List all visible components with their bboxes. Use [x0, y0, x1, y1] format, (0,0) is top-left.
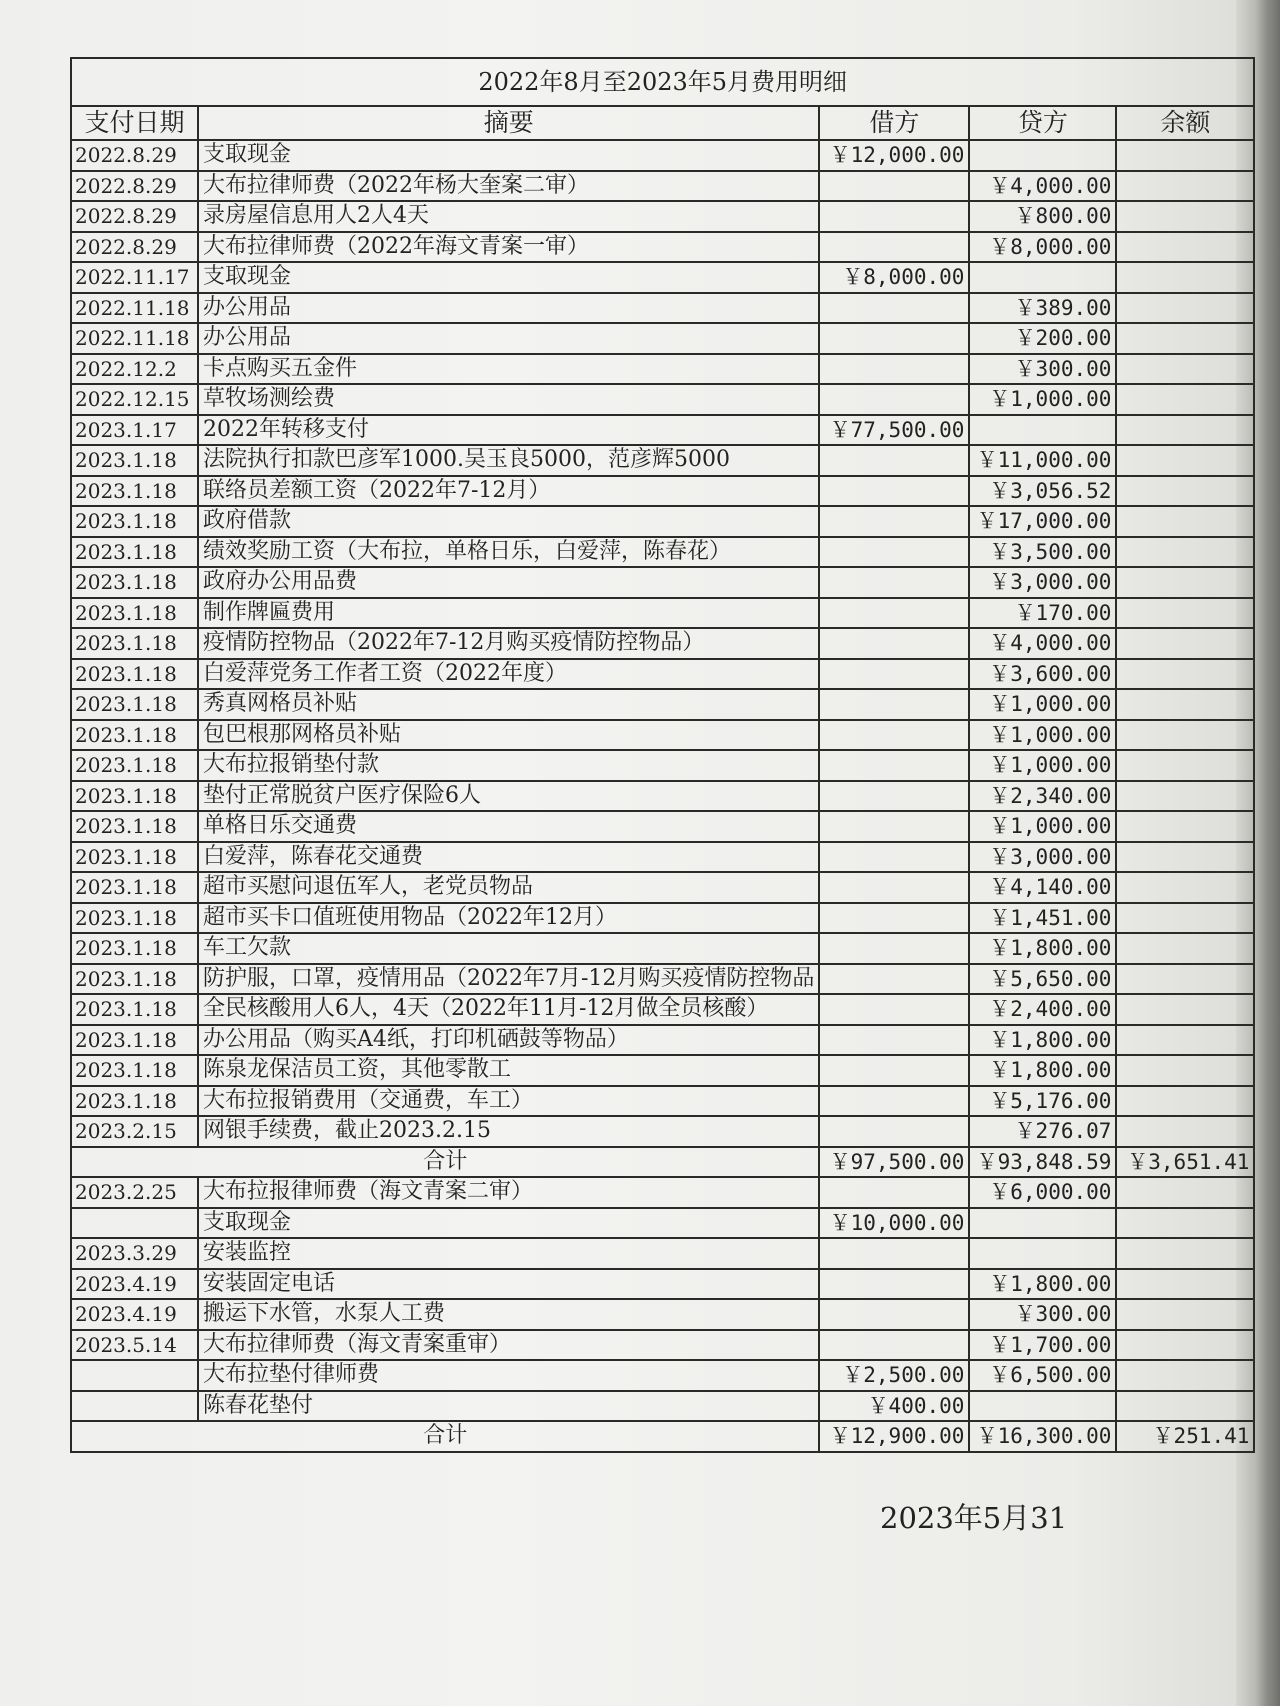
- table-header-row: [71, 106, 1254, 140]
- cell-date: 2023.1.18: [71, 659, 198, 690]
- cell-date: 2022.12.15: [71, 384, 198, 415]
- cell-debit: [819, 659, 969, 690]
- cell-date: 2023.1.18: [71, 628, 198, 659]
- table-row: [71, 232, 1254, 263]
- cell-desc: 大布拉报销垫付款: [198, 750, 819, 781]
- cell-desc: 大布拉报销费用（交通费，车工）: [198, 1086, 819, 1117]
- rows-section-2: [71, 1177, 1254, 1421]
- table-row: [71, 964, 1254, 995]
- cell-credit: ￥2,340.00: [969, 781, 1116, 812]
- table-row: [71, 293, 1254, 324]
- cell-desc: 超市买慰问退伍军人，老党员物品: [198, 872, 819, 903]
- cell-debit: [819, 872, 969, 903]
- cell-debit: ￥77,500.00: [819, 415, 969, 446]
- cell-credit: ￥1,800.00: [969, 1025, 1116, 1056]
- cell-credit: ￥6,000.00: [969, 1177, 1116, 1208]
- cell-debit: [819, 232, 969, 263]
- cell-debit: [819, 1025, 969, 1056]
- cell-desc: 安装监控: [198, 1238, 819, 1269]
- cell-credit: [969, 140, 1116, 171]
- cell-balance: [1116, 476, 1254, 507]
- cell-date: [71, 1391, 198, 1422]
- cell-desc: 制作牌匾费用: [198, 598, 819, 629]
- cell-credit: ￥5,176.00: [969, 1086, 1116, 1117]
- cell-balance: [1116, 659, 1254, 690]
- table-row: [71, 1360, 1254, 1391]
- cell-date: 2023.1.18: [71, 720, 198, 751]
- cell-credit: [969, 1391, 1116, 1422]
- total-balance: ￥3,651.41: [1116, 1147, 1254, 1178]
- total-credit: ￥16,300.00: [969, 1421, 1116, 1452]
- table-row: [71, 872, 1254, 903]
- table-row: [71, 750, 1254, 781]
- cell-desc: 联络员差额工资（2022年7-12月）: [198, 476, 819, 507]
- cell-balance: [1116, 1238, 1254, 1269]
- total-row-2: [71, 1421, 1254, 1452]
- cell-credit: ￥3,056.52: [969, 476, 1116, 507]
- cell-date: 2023.4.19: [71, 1299, 198, 1330]
- cell-desc: 录房屋信息用人2人4天: [198, 201, 819, 232]
- cell-desc: 疫情防控物品（2022年7-12月购买疫情防控物品）: [198, 628, 819, 659]
- cell-debit: [819, 781, 969, 812]
- table-row: [71, 811, 1254, 842]
- cell-desc: 支取现金: [198, 140, 819, 171]
- cell-desc: 绩效奖励工资（大布拉，单格日乐，白爱萍，陈春花）: [198, 537, 819, 568]
- cell-date: 2023.3.29: [71, 1238, 198, 1269]
- cell-credit: ￥4,140.00: [969, 872, 1116, 903]
- table-row: [71, 140, 1254, 171]
- table-row: [71, 1177, 1254, 1208]
- cell-balance: [1116, 933, 1254, 964]
- table-row: [71, 1299, 1254, 1330]
- cell-date: 2023.1.18: [71, 506, 198, 537]
- table-row: [71, 354, 1254, 385]
- table-row: [71, 1269, 1254, 1300]
- table-row: [71, 262, 1254, 293]
- cell-desc: 包巴根那网格员补贴: [198, 720, 819, 751]
- cell-debit: [819, 354, 969, 385]
- cell-balance: [1116, 811, 1254, 842]
- cell-debit: [819, 323, 969, 354]
- cell-desc: 车工欠款: [198, 933, 819, 964]
- table-row: [71, 415, 1254, 446]
- cell-debit: [819, 1269, 969, 1300]
- cell-date: 2023.2.25: [71, 1177, 198, 1208]
- cell-balance: [1116, 1391, 1254, 1422]
- cell-balance: [1116, 781, 1254, 812]
- cell-debit: [819, 1177, 969, 1208]
- cell-date: 2023.1.18: [71, 994, 198, 1025]
- table-row: [71, 659, 1254, 690]
- cell-debit: [819, 964, 969, 995]
- table-row: [71, 537, 1254, 568]
- cell-credit: ￥1,800.00: [969, 933, 1116, 964]
- total-credit: ￥93,848.59: [969, 1147, 1116, 1178]
- table-row: [71, 1055, 1254, 1086]
- header-desc: 摘要: [198, 106, 819, 140]
- cell-date: 2022.8.29: [71, 232, 198, 263]
- cell-balance: [1116, 323, 1254, 354]
- cell-desc: 网银手续费，截止2023.2.15: [198, 1116, 819, 1147]
- table-row: [71, 598, 1254, 629]
- cell-credit: ￥170.00: [969, 598, 1116, 629]
- cell-desc: 大布拉律师费（2022年杨大奎案二审）: [198, 171, 819, 202]
- cell-date: 2023.1.18: [71, 964, 198, 995]
- cell-balance: [1116, 872, 1254, 903]
- rows-section-1: [71, 140, 1254, 1147]
- cell-balance: [1116, 232, 1254, 263]
- cell-credit: ￥3,500.00: [969, 537, 1116, 568]
- cell-balance: [1116, 537, 1254, 568]
- table-row: [71, 903, 1254, 934]
- cell-debit: [819, 903, 969, 934]
- cell-balance: [1116, 964, 1254, 995]
- cell-date: 2023.1.17: [71, 415, 198, 446]
- table-row: [71, 1208, 1254, 1239]
- cell-balance: [1116, 1299, 1254, 1330]
- cell-desc: 办公用品: [198, 323, 819, 354]
- cell-credit: ￥800.00: [969, 201, 1116, 232]
- cell-date: 2023.1.18: [71, 903, 198, 934]
- cell-balance: [1116, 1055, 1254, 1086]
- cell-credit: ￥2,400.00: [969, 994, 1116, 1025]
- cell-date: 2023.2.15: [71, 1116, 198, 1147]
- cell-debit: ￥400.00: [819, 1391, 969, 1422]
- cell-date: 2023.1.18: [71, 1025, 198, 1056]
- cell-desc: 秀真网格员补贴: [198, 689, 819, 720]
- table-row: [71, 1116, 1254, 1147]
- cell-credit: ￥1,000.00: [969, 811, 1116, 842]
- cell-desc: 单格日乐交通费: [198, 811, 819, 842]
- cell-debit: [819, 171, 969, 202]
- cell-desc: 白爱萍党务工作者工资（2022年度）: [198, 659, 819, 690]
- expense-table: [70, 57, 1255, 1453]
- cell-credit: ￥389.00: [969, 293, 1116, 324]
- table-row: [71, 1391, 1254, 1422]
- cell-desc: 办公用品: [198, 293, 819, 324]
- cell-debit: [819, 1330, 969, 1361]
- cell-credit: ￥3,000.00: [969, 842, 1116, 873]
- cell-debit: [819, 750, 969, 781]
- cell-balance: [1116, 140, 1254, 171]
- cell-balance: [1116, 720, 1254, 751]
- cell-balance: [1116, 201, 1254, 232]
- cell-balance: [1116, 171, 1254, 202]
- cell-debit: [819, 811, 969, 842]
- cell-date: [71, 1360, 198, 1391]
- cell-date: 2023.5.14: [71, 1330, 198, 1361]
- cell-balance: [1116, 1208, 1254, 1239]
- cell-balance: [1116, 445, 1254, 476]
- table-title: 2022年8月至2023年5月费用明细: [71, 58, 1254, 106]
- table-row: [71, 445, 1254, 476]
- header-debit: 借方: [819, 106, 969, 140]
- cell-balance: [1116, 1116, 1254, 1147]
- cell-credit: ￥4,000.00: [969, 171, 1116, 202]
- cell-debit: [819, 506, 969, 537]
- cell-debit: [819, 1116, 969, 1147]
- cell-balance: [1116, 1269, 1254, 1300]
- table-title-row: [71, 58, 1254, 106]
- cell-balance: [1116, 628, 1254, 659]
- cell-balance: [1116, 506, 1254, 537]
- cell-date: 2023.1.18: [71, 811, 198, 842]
- cell-date: 2023.1.18: [71, 689, 198, 720]
- total-row-1: [71, 1147, 1254, 1178]
- cell-balance: [1116, 293, 1254, 324]
- cell-credit: ￥8,000.00: [969, 232, 1116, 263]
- cell-credit: ￥6,500.00: [969, 1360, 1116, 1391]
- cell-date: 2022.8.29: [71, 201, 198, 232]
- cell-debit: [819, 384, 969, 415]
- table-row: [71, 1238, 1254, 1269]
- cell-desc: 政府办公用品费: [198, 567, 819, 598]
- document-date: 2023年5月31: [880, 1501, 1068, 1535]
- table-row: [71, 1086, 1254, 1117]
- table-row: [71, 994, 1254, 1025]
- cell-credit: ￥1,700.00: [969, 1330, 1116, 1361]
- cell-debit: [819, 1238, 969, 1269]
- cell-debit: ￥12,000.00: [819, 140, 969, 171]
- cell-desc: 白爱萍，陈春花交通费: [198, 842, 819, 873]
- cell-credit: ￥3,600.00: [969, 659, 1116, 690]
- cell-balance: [1116, 903, 1254, 934]
- cell-debit: [819, 689, 969, 720]
- cell-credit: ￥1,000.00: [969, 720, 1116, 751]
- cell-date: 2023.1.18: [71, 1055, 198, 1086]
- total-label: 合计: [71, 1421, 819, 1452]
- table-row: [71, 506, 1254, 537]
- cell-desc: 政府借款: [198, 506, 819, 537]
- table-row: [71, 384, 1254, 415]
- cell-debit: [819, 1299, 969, 1330]
- cell-credit: ￥300.00: [969, 354, 1116, 385]
- cell-balance: [1116, 384, 1254, 415]
- cell-desc: 法院执行扣款巴彦军1000.吴玉良5000，范彦辉5000: [198, 445, 819, 476]
- cell-balance: [1116, 1360, 1254, 1391]
- table-row: [71, 476, 1254, 507]
- cell-desc: 2022年转移支付: [198, 415, 819, 446]
- cell-desc: 超市买卡口值班使用物品（2022年12月）: [198, 903, 819, 934]
- total-debit: ￥97,500.00: [819, 1147, 969, 1178]
- cell-credit: ￥4,000.00: [969, 628, 1116, 659]
- cell-credit: ￥3,000.00: [969, 567, 1116, 598]
- cell-desc: 安装固定电话: [198, 1269, 819, 1300]
- cell-credit: [969, 1208, 1116, 1239]
- cell-credit: [969, 415, 1116, 446]
- cell-desc: 大布拉报律师费（海文青案二审）: [198, 1177, 819, 1208]
- cell-balance: [1116, 354, 1254, 385]
- cell-date: 2023.1.18: [71, 445, 198, 476]
- cell-desc: 陈泉龙保洁员工资，其他零散工: [198, 1055, 819, 1086]
- cell-date: 2023.1.18: [71, 476, 198, 507]
- cell-debit: ￥10,000.00: [819, 1208, 969, 1239]
- cell-balance: [1116, 1086, 1254, 1117]
- cell-credit: ￥1,800.00: [969, 1055, 1116, 1086]
- header-balance: 余额: [1116, 106, 1254, 140]
- table-row: [71, 323, 1254, 354]
- table-row: [71, 933, 1254, 964]
- cell-date: 2023.1.18: [71, 933, 198, 964]
- table-row: [71, 567, 1254, 598]
- cell-credit: [969, 1238, 1116, 1269]
- header-date: 支付日期: [71, 106, 198, 140]
- cell-debit: [819, 842, 969, 873]
- cell-debit: [819, 476, 969, 507]
- cell-balance: [1116, 262, 1254, 293]
- cell-date: 2022.11.17: [71, 262, 198, 293]
- cell-balance: [1116, 750, 1254, 781]
- total-label: 合计: [71, 1147, 819, 1178]
- cell-balance: [1116, 415, 1254, 446]
- cell-balance: [1116, 994, 1254, 1025]
- table-row: [71, 781, 1254, 812]
- cell-balance: [1116, 1330, 1254, 1361]
- cell-credit: ￥1,000.00: [969, 750, 1116, 781]
- cell-desc: 垫付正常脱贫户医疗保险6人: [198, 781, 819, 812]
- cell-debit: [819, 537, 969, 568]
- cell-date: 2023.1.18: [71, 750, 198, 781]
- cell-credit: ￥1,000.00: [969, 689, 1116, 720]
- cell-credit: ￥11,000.00: [969, 445, 1116, 476]
- cell-balance: [1116, 689, 1254, 720]
- header-credit: 贷方: [969, 106, 1116, 140]
- cell-date: 2022.8.29: [71, 140, 198, 171]
- cell-desc: 搬运下水管，水泵人工费: [198, 1299, 819, 1330]
- cell-debit: [819, 720, 969, 751]
- cell-desc: 支取现金: [198, 262, 819, 293]
- cell-date: 2023.1.18: [71, 872, 198, 903]
- cell-balance: [1116, 567, 1254, 598]
- table-row: [71, 1025, 1254, 1056]
- table-row: [71, 1330, 1254, 1361]
- cell-debit: [819, 201, 969, 232]
- table-row: [71, 171, 1254, 202]
- cell-desc: 全民核酸用人6人，4天（2022年11月-12月做全员核酸）: [198, 994, 819, 1025]
- cell-date: 2022.11.18: [71, 323, 198, 354]
- cell-desc: 防护服，口罩，疫情用品（2022年7月-12月购买疫情防控物品: [198, 964, 819, 995]
- cell-date: 2023.1.18: [71, 1086, 198, 1117]
- cell-desc: 支取现金: [198, 1208, 819, 1239]
- cell-desc: 卡点购买五金件: [198, 354, 819, 385]
- cell-debit: [819, 1055, 969, 1086]
- cell-date: 2022.8.29: [71, 171, 198, 202]
- cell-credit: ￥5,650.00: [969, 964, 1116, 995]
- cell-date: 2023.1.18: [71, 781, 198, 812]
- table-row: [71, 689, 1254, 720]
- cell-debit: [819, 598, 969, 629]
- cell-debit: ￥2,500.00: [819, 1360, 969, 1391]
- cell-date: [71, 1208, 198, 1239]
- cell-desc: 大布拉律师费（海文青案重审）: [198, 1330, 819, 1361]
- cell-date: 2022.12.2: [71, 354, 198, 385]
- cell-debit: [819, 628, 969, 659]
- cell-desc: 陈春花垫付: [198, 1391, 819, 1422]
- cell-date: 2022.11.18: [71, 293, 198, 324]
- table-row: [71, 201, 1254, 232]
- cell-credit: ￥276.07: [969, 1116, 1116, 1147]
- cell-date: 2023.1.18: [71, 567, 198, 598]
- cell-credit: ￥1,000.00: [969, 384, 1116, 415]
- cell-debit: [819, 293, 969, 324]
- cell-date: 2023.1.18: [71, 598, 198, 629]
- cell-date: 2023.4.19: [71, 1269, 198, 1300]
- cell-balance: [1116, 1025, 1254, 1056]
- total-balance: ￥251.41: [1116, 1421, 1254, 1452]
- cell-date: 2023.1.18: [71, 537, 198, 568]
- cell-balance: [1116, 598, 1254, 629]
- cell-credit: ￥200.00: [969, 323, 1116, 354]
- cell-credit: [969, 262, 1116, 293]
- cell-credit: ￥17,000.00: [969, 506, 1116, 537]
- cell-desc: 大布拉律师费（2022年海文青案一审）: [198, 232, 819, 263]
- cell-credit: ￥1,451.00: [969, 903, 1116, 934]
- cell-debit: [819, 994, 969, 1025]
- cell-date: 2023.1.18: [71, 842, 198, 873]
- cell-balance: [1116, 1177, 1254, 1208]
- cell-debit: [819, 567, 969, 598]
- cell-desc: 办公用品（购买A4纸，打印机硒鼓等物品）: [198, 1025, 819, 1056]
- table-row: [71, 842, 1254, 873]
- cell-credit: ￥1,800.00: [969, 1269, 1116, 1300]
- cell-desc: 大布拉垫付律师费: [198, 1360, 819, 1391]
- cell-balance: [1116, 842, 1254, 873]
- total-debit: ￥12,900.00: [819, 1421, 969, 1452]
- cell-debit: [819, 933, 969, 964]
- cell-desc: 草牧场测绘费: [198, 384, 819, 415]
- cell-credit: ￥300.00: [969, 1299, 1116, 1330]
- cell-debit: ￥8,000.00: [819, 262, 969, 293]
- cell-debit: [819, 1086, 969, 1117]
- cell-debit: [819, 445, 969, 476]
- table-row: [71, 628, 1254, 659]
- table-row: [71, 720, 1254, 751]
